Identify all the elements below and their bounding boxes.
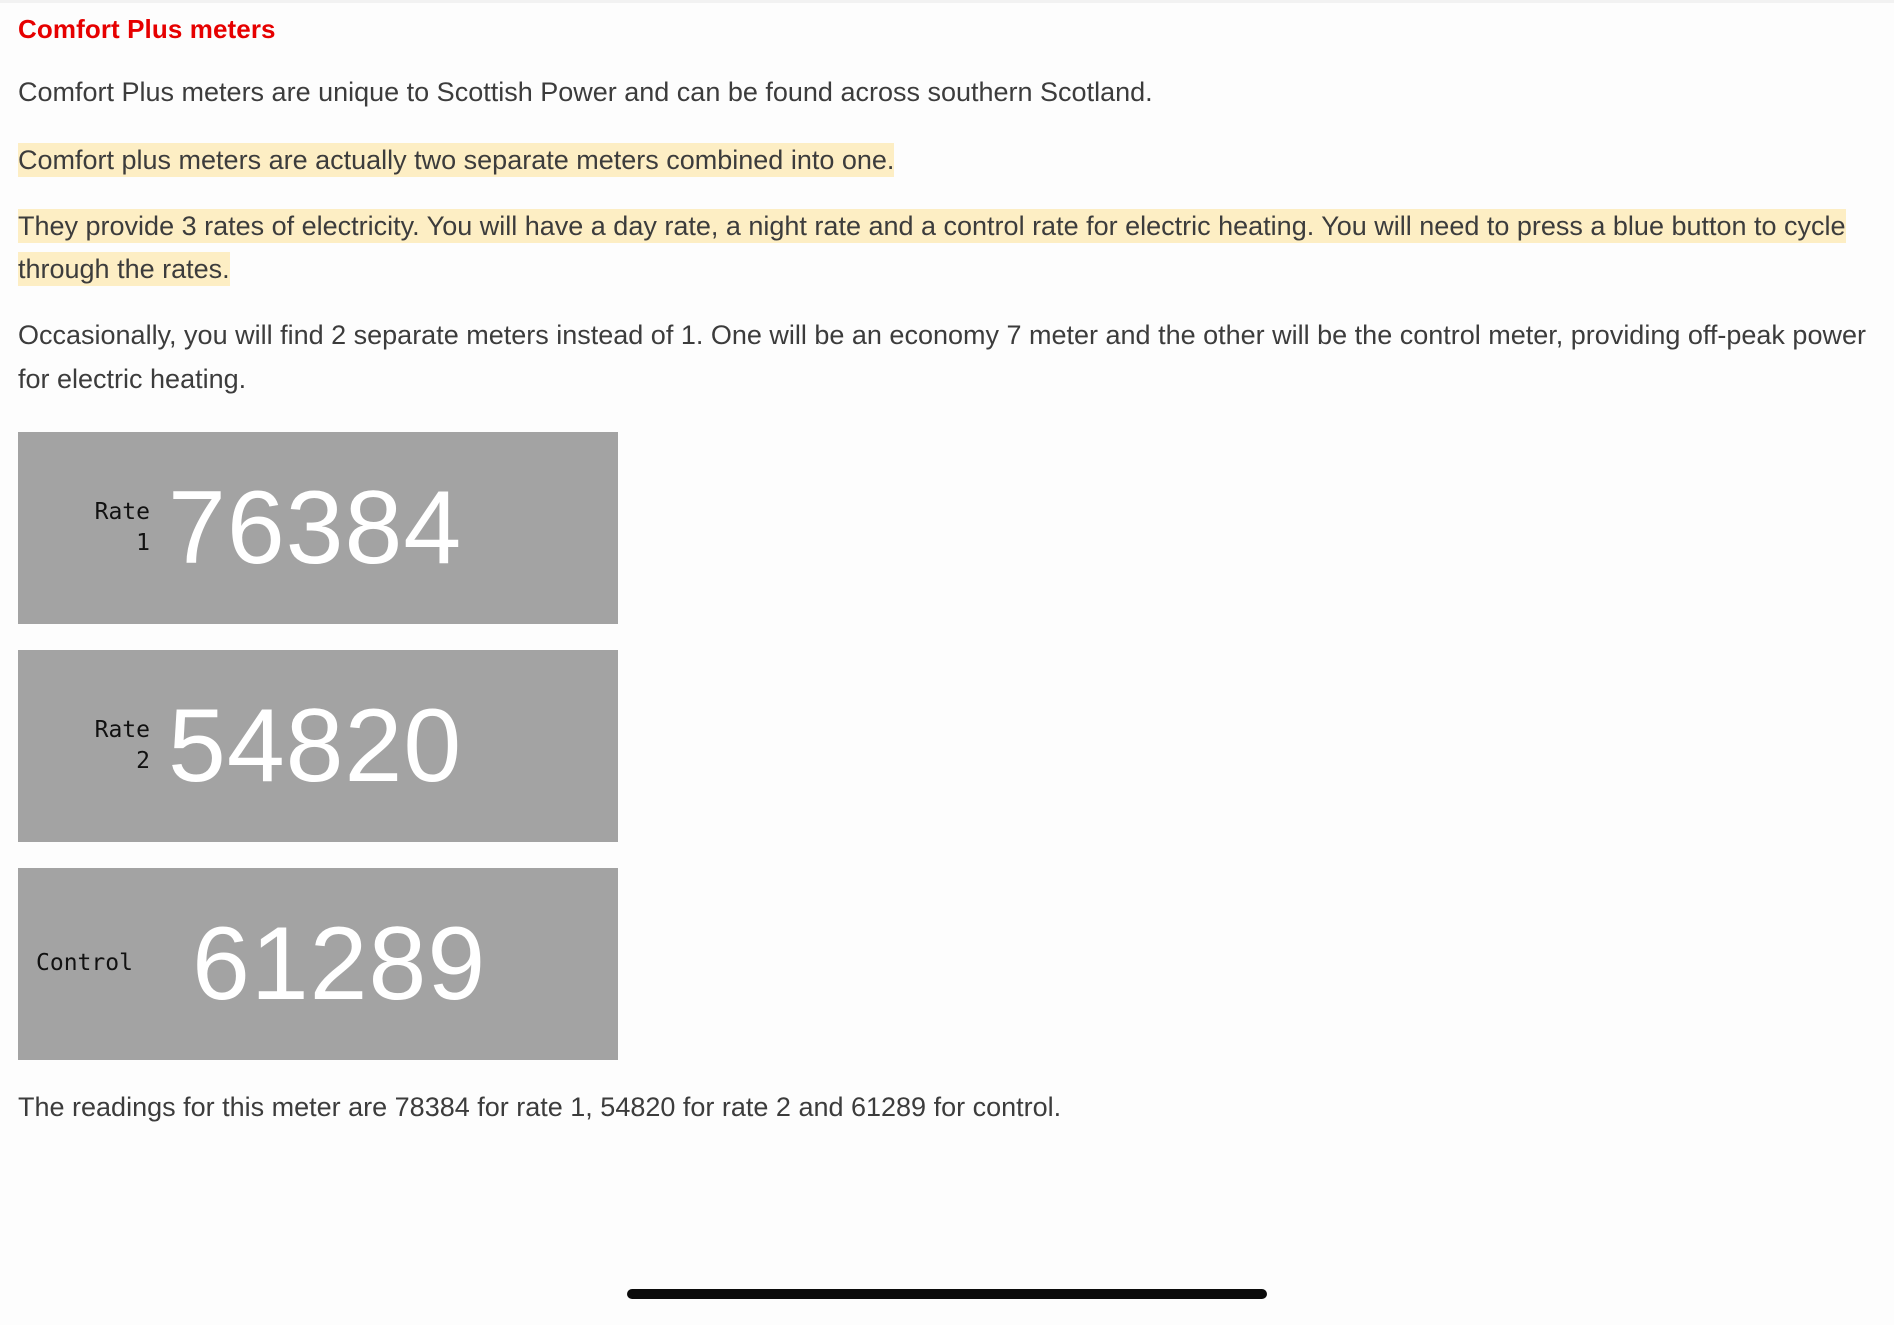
meter-display-control xyxy=(18,868,618,1060)
highlighted-text: They provide 3 rates of electricity. You will have a day rate, a night rate and a control rate for electric heating. You will need to press a blue button to cycle through the rates. xyxy=(18,210,1846,285)
meter-label-rate-2: Rate 2 xyxy=(94,716,150,774)
meter-reading-rate-2: 54820 xyxy=(168,687,463,804)
paragraph-highlighted-2 xyxy=(18,205,1876,292)
meter-display-rate-2 xyxy=(18,650,618,842)
paragraph-highlighted-1 xyxy=(18,139,1876,183)
meter-label-control: Control xyxy=(36,950,133,977)
highlighted-text: Comfort plus meters are actually two separate meters combined into one. xyxy=(18,144,895,175)
paragraph-text: Occasionally, you will find 2 separate meters instead of 1. One will be an economy 7 meter and the other will be the control meter, providing off-peak power for electric heating. xyxy=(18,320,1866,394)
meter-display-rate-1 xyxy=(18,432,618,624)
meter-label-rate-1: Rate 1 xyxy=(94,498,150,556)
meter-reading-control: 61289 xyxy=(192,905,487,1022)
meter-reading-rate-1: 76384 xyxy=(168,469,463,586)
paragraph-occasionally xyxy=(18,314,1876,401)
meter-readings-caption: The readings for this meter are 78384 for rate 1, 54820 for rate 2 and 61289 for control. xyxy=(18,1091,1062,1122)
home-indicator[interactable] xyxy=(627,1289,1267,1299)
paragraph-intro xyxy=(18,71,1876,115)
meter-display-group xyxy=(18,432,1876,1060)
page-title: Comfort Plus meters xyxy=(18,14,276,44)
paragraph-text: Comfort Plus meters are unique to Scottish Power and can be found across southern Scotland. xyxy=(18,77,1153,108)
top-divider xyxy=(0,0,1894,3)
article-content xyxy=(18,0,1876,1129)
